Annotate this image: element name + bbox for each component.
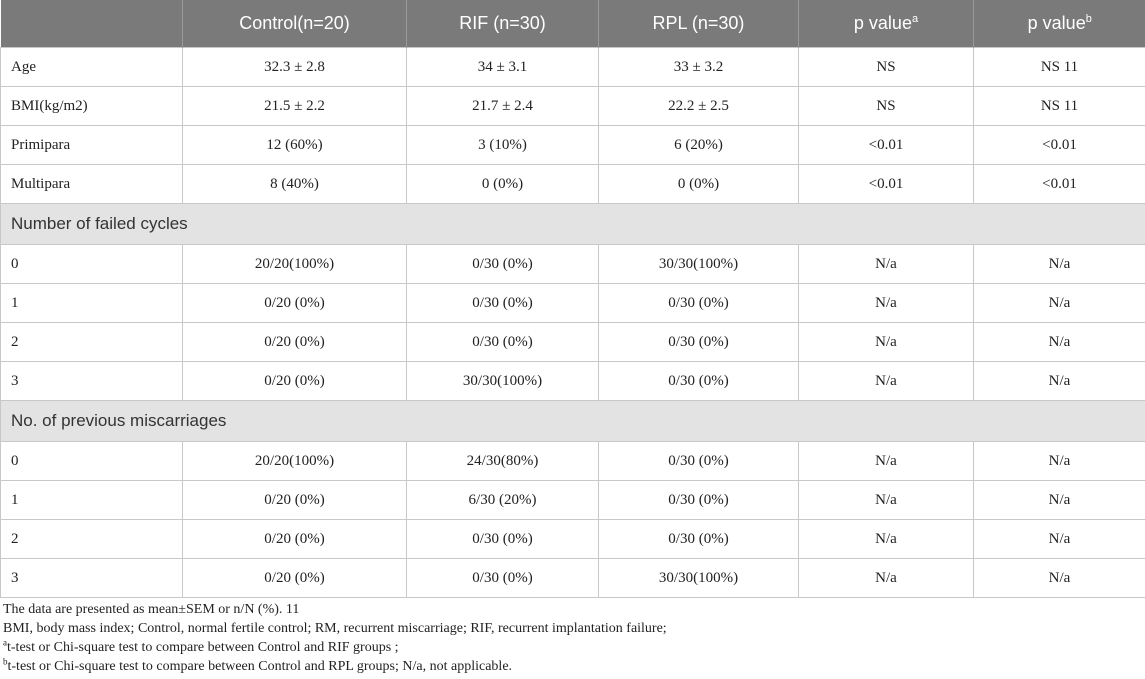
table-cell: N/a (974, 442, 1145, 481)
header-cell-rpl: RPL (n=30) (599, 0, 799, 48)
table-cell: 0/30 (0%) (407, 284, 599, 323)
table-cell: <0.01 (799, 165, 974, 204)
table-cell: 8 (40%) (183, 165, 407, 204)
section-title: Number of failed cycles (1, 204, 1145, 245)
section-header-failed-cycles (1, 204, 1145, 245)
row-label: 0 (1, 442, 183, 481)
row-label: Primipara (1, 126, 183, 165)
table-cell: N/a (974, 559, 1145, 598)
table-cell: NS 11 (974, 48, 1145, 87)
header-cell-blank (1, 0, 183, 48)
table-cell: N/a (799, 442, 974, 481)
table-cell: 0/20 (0%) (183, 520, 407, 559)
footnote-line: The data are presented as mean±SEM or n/N (%). 11 (3, 602, 300, 617)
table-cell: N/a (974, 362, 1145, 401)
table-cell: 0 (0%) (407, 165, 599, 204)
table-cell: 0/20 (0%) (183, 559, 407, 598)
table-cell: 0/30 (0%) (599, 481, 799, 520)
row-label: 2 (1, 520, 183, 559)
footnote-b-text: t-test or Chi-square test to compare between Control and RPL groups; N/a, not applicable. (7, 659, 513, 674)
table-row (1, 87, 1145, 126)
table-cell: 21.5 ± 2.2 (183, 87, 407, 126)
row-label: 2 (1, 323, 183, 362)
header-p-value-b-sup: b (1085, 13, 1092, 25)
table-cell: <0.01 (974, 165, 1145, 204)
table-cell: N/a (799, 245, 974, 284)
row-label: BMI(kg/m2) (1, 87, 183, 126)
table-row (1, 323, 1145, 362)
table-row (1, 284, 1145, 323)
table-cell: 0/30 (0%) (599, 362, 799, 401)
table-cell: N/a (974, 245, 1145, 284)
table-cell: N/a (974, 323, 1145, 362)
table-cell: 30/30(100%) (407, 362, 599, 401)
table-cell: 30/30(100%) (599, 559, 799, 598)
table-cell: 0/30 (0%) (599, 520, 799, 559)
table-cell: 0/30 (0%) (407, 559, 599, 598)
row-label: 1 (1, 284, 183, 323)
header-cell-p-value-b (974, 0, 1145, 48)
table-header (1, 0, 1145, 48)
table-cell: N/a (799, 284, 974, 323)
table-row (1, 559, 1145, 598)
table-cell: <0.01 (799, 126, 974, 165)
table-row (1, 48, 1145, 87)
table-cell: 0/30 (0%) (599, 323, 799, 362)
table-cell: NS (799, 48, 974, 87)
footnote-a-text: t-test or Chi-square test to compare between Control and RIF groups ; (7, 640, 399, 655)
table-cell: 21.7 ± 2.4 (407, 87, 599, 126)
table-cell: N/a (799, 323, 974, 362)
table-row (1, 442, 1145, 481)
table-cell: 0/30 (0%) (599, 442, 799, 481)
row-label: 0 (1, 245, 183, 284)
table-cell: 0/20 (0%) (183, 284, 407, 323)
table-cell: 0/30 (0%) (407, 323, 599, 362)
header-p-value-a-sup: a (911, 13, 919, 25)
header-cell-p-value-a (799, 0, 974, 48)
footnote-b-marker: b (3, 656, 8, 667)
table-row (1, 126, 1145, 165)
table-cell: 20/20(100%) (183, 442, 407, 481)
table-cell: <0.01 (974, 126, 1145, 165)
footnote-line: BMI, body mass index; Control, normal fertile control; RM, recurrent miscarriage; RIF, recurrent implantation failure; (3, 621, 667, 636)
table-cell: N/a (974, 284, 1145, 323)
header-cell-rif: RIF (n=30) (407, 0, 599, 48)
table-cell: N/a (974, 481, 1145, 520)
table-cell: N/a (799, 362, 974, 401)
table-row (1, 245, 1145, 284)
table-row (1, 481, 1145, 520)
table-cell: N/a (799, 520, 974, 559)
table-cell: N/a (799, 481, 974, 520)
table-cell: 22.2 ± 2.5 (599, 87, 799, 126)
table-cell: 0 (0%) (599, 165, 799, 204)
table-cell: 12 (60%) (183, 126, 407, 165)
table-cell: 0/30 (0%) (407, 245, 599, 284)
table-cell: 0/20 (0%) (183, 481, 407, 520)
section-header-previous-miscarriages (1, 401, 1145, 442)
row-label: 3 (1, 362, 183, 401)
table-cell: 34 ± 3.1 (407, 48, 599, 87)
table-body (1, 48, 1145, 598)
table-cell: N/a (974, 520, 1145, 559)
table-row (1, 520, 1145, 559)
table-cell: 0/20 (0%) (183, 362, 407, 401)
row-label: 1 (1, 481, 183, 520)
table-cell: 30/30(100%) (599, 245, 799, 284)
row-label: Multipara (1, 165, 183, 204)
table-cell: N/a (799, 559, 974, 598)
table-cell: 6 (20%) (599, 126, 799, 165)
table-cell: 33 ± 3.2 (599, 48, 799, 87)
table-cell: 24/30(80%) (407, 442, 599, 481)
table-cell: 20/20(100%) (183, 245, 407, 284)
row-label: Age (1, 48, 183, 87)
table-cell: 32.3 ± 2.8 (183, 48, 407, 87)
table-row (1, 362, 1145, 401)
row-label: 3 (1, 559, 183, 598)
header-p-value-b-label: p value (1027, 13, 1086, 33)
table-row (1, 165, 1145, 204)
table-cell: 3 (10%) (407, 126, 599, 165)
table-cell: 0/30 (0%) (407, 520, 599, 559)
table-cell: 0/20 (0%) (183, 323, 407, 362)
table-cell: 6/30 (20%) (407, 481, 599, 520)
table-cell: 0/30 (0%) (599, 284, 799, 323)
header-cell-control: Control(n=20) (183, 0, 407, 48)
header-p-value-a-label: p value (853, 13, 912, 33)
footnote-a-marker: a (3, 637, 7, 648)
table-cell: NS 11 (974, 87, 1145, 126)
header-row (1, 0, 1145, 48)
footnote-b (3, 657, 1143, 676)
section-title: No. of previous miscarriages (1, 401, 1145, 442)
footnote-a (3, 638, 1143, 657)
table-footnotes (3, 600, 1143, 676)
table-cell: NS (799, 87, 974, 126)
